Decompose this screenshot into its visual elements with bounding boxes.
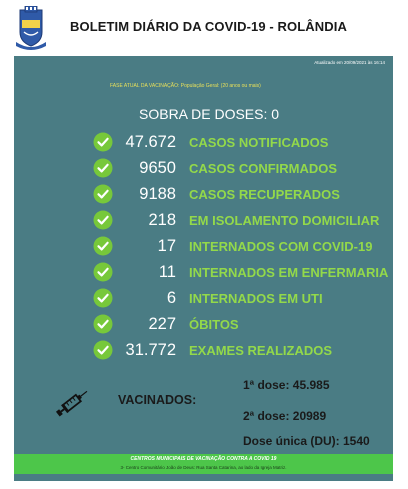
stat-value: 9188 — [139, 185, 176, 203]
footer-address: 3- Centro Comunitário João de Deus: Rua Santa Catarina, ao lado da Igreja Matriz. — [120, 465, 287, 470]
check-circle-icon — [93, 340, 113, 360]
syringe-icon — [52, 386, 92, 420]
stat-row — [14, 182, 393, 206]
stat-label: CASOS CONFIRMADOS — [189, 161, 338, 176]
stat-label: CASOS RECUPERADOS — [189, 187, 340, 202]
stat-row — [14, 234, 393, 258]
check-circle-icon — [93, 184, 113, 204]
check-circle-icon — [93, 288, 113, 308]
stat-row — [14, 156, 393, 180]
stat-value: 11 — [158, 263, 176, 281]
updated-timestamp: Atualizado em 20/09/2021 às 16:14 — [314, 60, 385, 65]
stat-value: 31.772 — [125, 341, 176, 359]
stat-label: CASOS NOTIFICADOS — [189, 135, 329, 150]
leftover-doses: SOBRA DE DOSES: 0 — [139, 106, 280, 122]
check-circle-icon — [93, 236, 113, 256]
stat-label: EXAMES REALIZADOS — [189, 343, 333, 358]
stat-row — [14, 260, 393, 284]
check-circle-icon — [93, 158, 113, 178]
second-dose: 2ª dose: 20989 — [243, 409, 327, 423]
check-circle-icon — [93, 210, 113, 230]
stat-row — [14, 130, 393, 154]
bulletin-panel — [14, 56, 393, 481]
vaccination-phase: FASE ATUAL DA VACINAÇÃO: População Geral: (20 anos ou mais) — [110, 83, 261, 89]
stat-label: EM ISOLAMENTO DOMICILIAR — [189, 213, 380, 228]
stat-label: ÓBITOS — [189, 317, 239, 332]
stat-row — [14, 312, 393, 336]
vaccinated-title: VACINADOS: — [118, 393, 197, 407]
stat-value: 9650 — [139, 159, 176, 177]
single-dose: Dose única (DU): 1540 — [243, 434, 370, 448]
check-circle-icon — [93, 132, 113, 152]
page-title: BOLETIM DIÁRIO DA COVID-19 - ROLÂNDIA — [70, 19, 347, 34]
check-circle-icon — [93, 314, 113, 334]
stat-value: 227 — [148, 315, 176, 333]
first-dose: 1ª dose: 45.985 — [243, 378, 330, 392]
stat-value: 17 — [157, 237, 176, 255]
stat-row — [14, 338, 393, 362]
stat-value: 47.672 — [125, 133, 176, 151]
stat-row — [14, 208, 393, 232]
footer-title: CENTROS MUNICIPAIS DE VACINAÇÃO CONTRA A COVID 19 — [130, 456, 277, 462]
city-crest-icon — [16, 6, 46, 50]
stat-value: 218 — [148, 211, 176, 229]
header — [0, 0, 408, 56]
check-circle-icon — [93, 262, 113, 282]
stat-label: INTERNADOS EM ENFERMARIA — [189, 265, 389, 280]
footer-banner — [14, 454, 393, 474]
stat-label: INTERNADOS COM COVID-19 — [189, 239, 373, 254]
stat-value: 6 — [166, 289, 176, 307]
stat-label: INTERNADOS EM UTI — [189, 291, 323, 306]
stat-row — [14, 286, 393, 310]
